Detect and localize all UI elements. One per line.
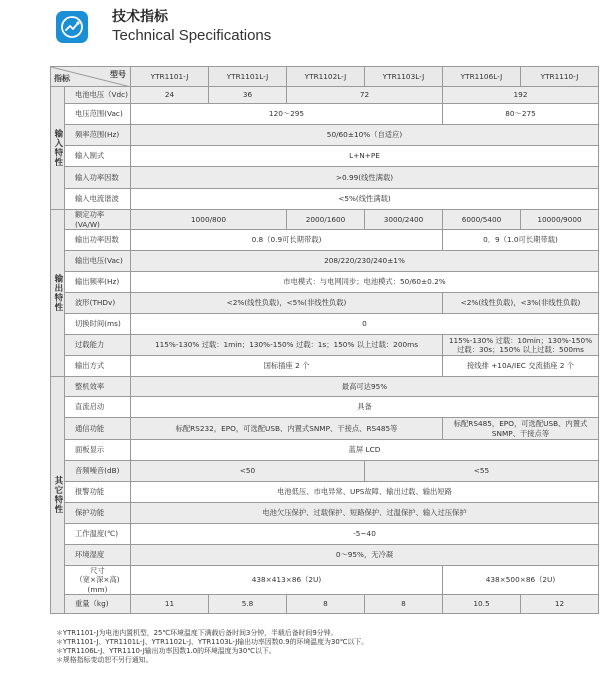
footnote: ＊YTR1101-J、YTR1101L-J、YTR1102L-J、YTR1103L-J输出功率因数0.9的环境温度为30℃以下。	[56, 638, 369, 646]
page-title: 技术指标	[112, 9, 168, 25]
group-label-input: 输入特性	[51, 87, 65, 210]
value-cell: 80～275	[443, 104, 599, 125]
table-row	[51, 146, 599, 167]
corner-model-label: 型号	[110, 70, 126, 79]
value-cell: 蓝屏 LCD	[131, 440, 599, 461]
table-row	[51, 595, 599, 614]
value-cell: 最高可达95%	[131, 377, 599, 397]
value-cell: 电池欠压保护、过载保护、短路保护、过温保护、输入过压保护	[131, 503, 599, 524]
value-cell: 11	[131, 595, 209, 614]
param-label: 保护功能	[65, 503, 131, 524]
table-row	[51, 566, 599, 595]
param-label: 输出电压(Vac)	[65, 251, 131, 272]
value-cell: 50/60±10%（自适应)	[131, 125, 599, 146]
value-cell: -5~40	[131, 524, 599, 545]
value-cell: 0～95%，无冷凝	[131, 545, 599, 566]
value-cell: <50	[131, 461, 365, 482]
param-label: 整机效率	[65, 377, 131, 397]
dimension-label-line: （宽×深×高)	[75, 575, 120, 585]
value-cell: 1000/800	[131, 210, 287, 230]
table-row	[51, 87, 599, 104]
param-label: 额定功率(VA/W)	[65, 210, 131, 230]
table-row	[51, 356, 599, 377]
dimension-label-line: (mm)	[87, 584, 108, 594]
table-row	[51, 418, 599, 440]
model-header: YTR1106L-J	[443, 67, 521, 87]
param-label: 输出频率(Hz)	[65, 272, 131, 293]
param-label: 输入制式	[65, 146, 131, 167]
param-label: 输入电流谐波	[65, 189, 131, 210]
table-row	[51, 461, 599, 482]
param-label: 音频噪音(dB)	[65, 461, 131, 482]
param-label: 波形(THDv)	[65, 293, 131, 314]
param-label: 频率范围(Hz)	[65, 125, 131, 146]
value-cell: 接线排 +10A/IEC 交流插座 2 个	[443, 356, 599, 377]
param-label: 面板显示	[65, 440, 131, 461]
spec-table	[50, 66, 599, 614]
dimension-label-line: 尺寸	[90, 566, 105, 576]
group-label-other: 其它特性	[51, 377, 65, 614]
group-label-output: 输出特性	[51, 210, 65, 377]
value-cell: 2000/1600	[287, 210, 365, 230]
param-label: 通信功能	[65, 418, 131, 440]
param-label: 电池电压（Vdc)	[65, 87, 131, 104]
table-row	[51, 104, 599, 125]
value-cell: 24	[131, 87, 209, 104]
footnote: ＊规格指标变动恕不另行通知。	[56, 656, 153, 664]
param-label: 输入功率因数	[65, 167, 131, 189]
value-cell: 438×500×86（2U)	[443, 566, 599, 595]
value-cell: 0．9（1.0可长期带载)	[443, 230, 599, 251]
table-row	[51, 293, 599, 314]
param-label: 切换时间(ms)	[65, 314, 131, 335]
param-label	[65, 566, 131, 595]
value-cell: 6000/5400	[443, 210, 521, 230]
value-cell: 192	[443, 87, 599, 104]
corner-index-label: 指标	[54, 74, 70, 83]
table-header-row	[51, 67, 599, 87]
value-cell: <2%(线性负载)，<5%(非线性负载)	[131, 293, 443, 314]
value-cell: 12	[521, 595, 599, 614]
value-cell: 10000/9000	[521, 210, 599, 230]
model-header: YTR1101L-J	[209, 67, 287, 87]
model-header: YTR1102L-J	[287, 67, 365, 87]
footnotes	[56, 629, 368, 665]
value-cell: <2%(线性负载)，<3%(非线性负载)	[443, 293, 599, 314]
value-cell: 72	[287, 87, 443, 104]
table-row	[51, 397, 599, 418]
param-label: 过载能力	[65, 335, 131, 356]
table-row	[51, 377, 599, 397]
value-cell: 5.8	[209, 595, 287, 614]
value-cell: 3000/2400	[365, 210, 443, 230]
table-row	[51, 251, 599, 272]
footnote: ＊YTR1106L-J、YTR1110-J输出功率因数1.0的环境温度为30℃以下。	[56, 647, 276, 655]
model-header: YTR1103L-J	[365, 67, 443, 87]
model-header: YTR1110-J	[521, 67, 599, 87]
param-label: 环境湿度	[65, 545, 131, 566]
table-row	[51, 335, 599, 356]
footnote: ＊YTR1101-J为电池内置机型，25℃环境温度下满载后备时间3分钟，半载后备时间9分钟。	[56, 629, 338, 637]
table-row	[51, 503, 599, 524]
table-row	[51, 440, 599, 461]
value-cell: 115%-130% 过载：1min；130%-150% 过载：1s；150% 以上过载：200ms	[131, 335, 443, 356]
value-cell: 具备	[131, 397, 599, 418]
table-row	[51, 230, 599, 251]
value-cell: 0	[131, 314, 599, 335]
gear-circuit-icon	[59, 14, 85, 40]
value-cell: 8	[287, 595, 365, 614]
value-cell: 10.5	[443, 595, 521, 614]
value-cell: 国标插座 2 个	[131, 356, 443, 377]
param-label: 工作温度(℃)	[65, 524, 131, 545]
value-cell: 36	[209, 87, 287, 104]
param-label: 输出方式	[65, 356, 131, 377]
value-cell: 208/220/230/240±1%	[131, 251, 599, 272]
table-row	[51, 167, 599, 189]
param-label: 直流启动	[65, 397, 131, 418]
page-subtitle: Technical Specifications	[112, 27, 272, 44]
value-cell: >0.99(线性满载)	[131, 167, 599, 189]
value-cell: 市电模式：与电网同步；电池模式：50/60±0.2%	[131, 272, 599, 293]
param-label: 输出功率因数	[65, 230, 131, 251]
table-row	[51, 314, 599, 335]
value-cell: <55	[365, 461, 599, 482]
model-header: YTR1101-J	[131, 67, 209, 87]
logo	[56, 11, 88, 43]
table-row	[51, 210, 599, 230]
value-cell: 标配RS232，EPO，可选配USB、内置式SNMP、干接点、RS485等	[131, 418, 443, 440]
value-cell: 电池低压、市电异常、UPS故障、输出过载、输出短路	[131, 482, 599, 503]
value-cell: 8	[365, 595, 443, 614]
table-row	[51, 524, 599, 545]
table-row	[51, 482, 599, 503]
value-cell: 115%-130% 过载：10min；130%-150% 过载：30s；150% 以上过载：500ms	[443, 335, 599, 356]
param-label: 电压范围(Vac)	[65, 104, 131, 125]
table-row	[51, 125, 599, 146]
value-cell: 438×413×86（2U)	[131, 566, 443, 595]
value-cell: <5%(线性满载)	[131, 189, 599, 210]
param-label: 重量（kg)	[65, 595, 131, 614]
table-row	[51, 272, 599, 293]
value-cell: 120～295	[131, 104, 443, 125]
value-cell: 0.8（0.9可长期带载)	[131, 230, 443, 251]
param-label: 报警功能	[65, 482, 131, 503]
value-cell: 标配RS485，EPO，可选配USB、内置式SNMP、干接点等	[443, 418, 599, 440]
table-row	[51, 189, 599, 210]
table-row	[51, 545, 599, 566]
value-cell: L+N+PE	[131, 146, 599, 167]
header-corner	[51, 67, 131, 87]
